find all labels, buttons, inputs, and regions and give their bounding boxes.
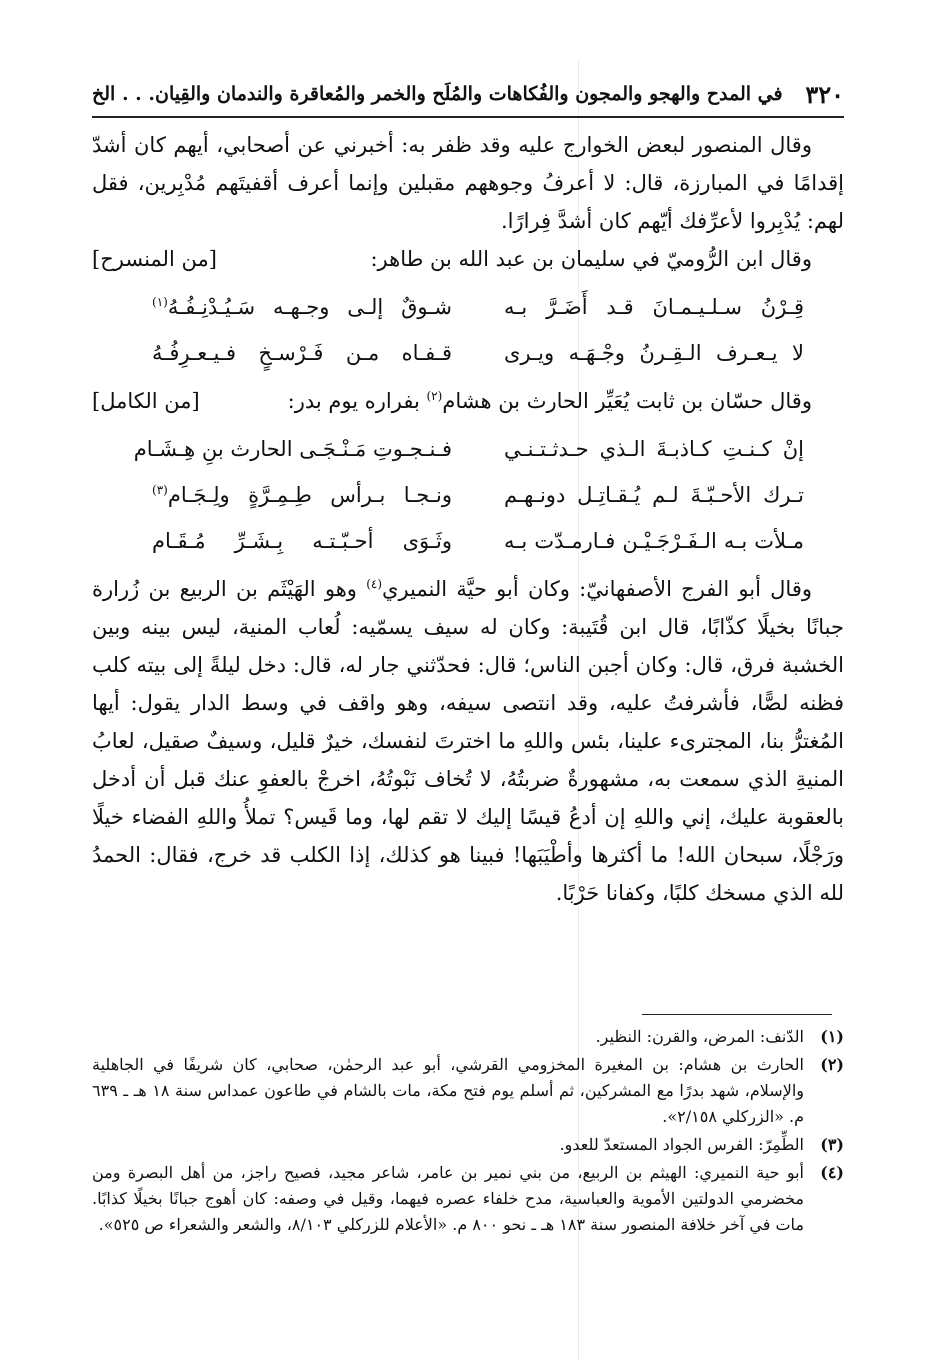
footnote-item [92, 1024, 844, 1050]
running-header [92, 72, 844, 118]
poem-intro-hassan [92, 382, 844, 420]
poem-hassan [92, 426, 844, 564]
footnote-text: الدّنف: المرض، والقرن: النظير. [595, 1027, 804, 1046]
footnote-item [92, 1132, 844, 1158]
paragraph-abu-hayya [92, 570, 844, 912]
hemistich-text: شـوقٌ إلـى وجـهـه سَـيُـدْنِـفُـهُ [167, 295, 452, 319]
footnote-ref: (١) [152, 295, 168, 309]
footnote-number: (٢) [820, 1055, 844, 1074]
intro-text-b: بفراره يوم بدر: [287, 389, 427, 413]
footnote-text: الطِّمِرّ: الفرس الجواد المستعدّ للعدو. [559, 1135, 804, 1154]
footnote-text: أبو حية النميري: الهيثم بن الربيع، من بني نمير بن عامر، شاعر مجيد، فصيح راجز، من أهل البصرة ومن مخضرمي الدولتين الأموية والعباسية، مدح خلفاء عصره فيهما، وقيل في وصفه: كان أهوج جبانًا بخيلًا كذابًا. مات في آخر خلافة المنصور سنة ١٨٣ هـ ـ نحو ٨٠٠ م. «الأعلام للزركلي ٨/١٠٣، والشعر والشعراء ص ٥٢٥». [92, 1163, 804, 1234]
intro-text-a: وقال حسّان بن ثابت يُعَيِّر الحارث بن هشام [442, 389, 812, 413]
verse-line [92, 426, 844, 472]
footnote-item [92, 1160, 844, 1238]
verse-second-hemistich: وثَـوَى أحـبّـتـه بِـشَـرِّ مُـقَـام [152, 529, 452, 553]
footnote-ref: (٢) [426, 389, 443, 403]
verse-line [92, 518, 844, 564]
paragraph-text-a: وقال أبو الفرج الأصفهانيّ: وكان أبو حيَّة النميري [382, 577, 813, 601]
verse-second-hemistich [152, 476, 452, 514]
poem-meter-label: [من الكامل] [92, 389, 200, 413]
poem-ibn-rumi [92, 284, 844, 376]
verse-first-hemistich: تـرك الأحـبّـةَ لـم يُـقـاتِـل دونـهـم [504, 483, 804, 507]
footnote-ref: (٣) [152, 483, 168, 497]
running-title: في المدح والهجو والمجون والفُكاهات والمُلَح والخمر والمُعاقرة والندمان والقِيان. . . الخ [92, 83, 783, 105]
verse-second-hemistich [152, 288, 452, 326]
footnotes [92, 1024, 844, 1240]
verse-second-hemistich: قـفـاه مـن فَـرْسـخٍ فـيـعـرِفُـهُ [152, 341, 452, 365]
verse-line [92, 330, 844, 376]
footnote-number: (١) [820, 1027, 844, 1046]
footnote-separator [642, 1014, 832, 1015]
verse-first-hemistich: مـلأت بـه الـفَـرْجَـيْـن فـارمـدّت بـه [504, 529, 804, 553]
paragraph-text-b: وهو الهَيْثَم بن الربيع بن زُرارة جبانًا بخيلًا كذّابًا، قال ابن قُتَيبة: وكان له سيف يسمّيه: لُعاب المنية، ليس بينه وبين الخشبة فرق، قال: وكان أجبن الناس؛ قال: فحدّثني جار له، قال: دخل ليلةً إلى بيته كلب فظنه لصًّا، فأشرفتُ عليه، وقد انتصى سيفه، وهو واقف في وسط الدار يقول: أيها المُغترُّ بنا، المجترىء علينا، بئس واللهِ ما اخترتَ لنفسك، خيرٌ قليل، وسيفٌ صقيل، لعابُ المنيةِ الذي سمعت به، مشهورةٌ ضربتُهُ، لا تُخاف نَبْوتُهُ، اخرجْ بالعفوِ عنك قبل أن أدخل بالعقوبة عليك، إني واللهِ إن أدعُ قيسًا إليك لا تقم لها، وما قَيس؟ تملأُ واللهِ الفضاء خيلًا ورَجْلًا، سبحان الله! ما أكثرها وأطْيَبَها! فبينا هو كذلك، إذا الكلب قد خرج، فقال: الحمدُ لله الذي مسخك كلبًا، وكفانا حَرْبًا. [92, 577, 844, 905]
verse-first-hemistich: قِـرْنُ سـلـيـمـانَ قـد أَضَـرَّ بـه [504, 295, 804, 319]
paragraph-mansur: وقال المنصور لبعض الخوارج عليه وقد ظفر به: أخبرني عن أصحابي، أيهم كان أشدّ إقدامًا في المبارزة، قال: لا أعرفُ وجوههم مقبلين وإنما أعرف أقفيتَهم مُدْبِرين، فقل لهم: يُدْبِروا لأعرِّفك أيّهم كان أشدَّ فِرارًا. [92, 133, 844, 233]
verse-line [92, 284, 844, 330]
poem-intro-text: وقال ابن الرُّوميّ في سليمان بن عبد الله بن طاهر: [370, 247, 812, 271]
poem-meter-label: [من المنسرح] [92, 247, 217, 271]
footnote-number: (٤) [820, 1163, 844, 1182]
footnote-ref: (٤) [366, 577, 383, 591]
verse-line [92, 472, 844, 518]
main-text [92, 126, 844, 912]
page-number: ٣٢٠ [805, 79, 844, 109]
verse-second-hemistich: فـنـجـوتِ مَـنْـجَـى الحارث بنِ هِـشَـام [133, 437, 452, 461]
verse-first-hemistich: إنْ كـنـتِ كـاذبـةَ الـذي حـدثـتـنـي [504, 437, 804, 461]
verse-first-hemistich: لا يـعـرف الـقِـرنُ وجْـهَـه ويـرى [504, 341, 804, 365]
poem-intro-text [288, 382, 844, 420]
hemistich-text: ونـجـا بـرأس طِـمِـرَّةٍ ولِـجَـام [167, 483, 452, 507]
poem-intro-ibn-rumi [92, 240, 844, 278]
footnote-number: (٣) [820, 1135, 844, 1154]
footnote-text: الحارث بن هشام: بن المغيرة المخزومي القرشي، أبو عبد الرحمٰن، صحابي، كان شريفًا في الجاهلية والإسلام، شهد بدرًا مع المشركين، ثم أسلم يوم فتح مكة، مات بالشام في طاعون عمداس سنة ١٨ هـ ـ ٦٣٩ م. «الزركلي ٢/١٥٨». [92, 1055, 805, 1126]
footnote-item [92, 1052, 844, 1130]
